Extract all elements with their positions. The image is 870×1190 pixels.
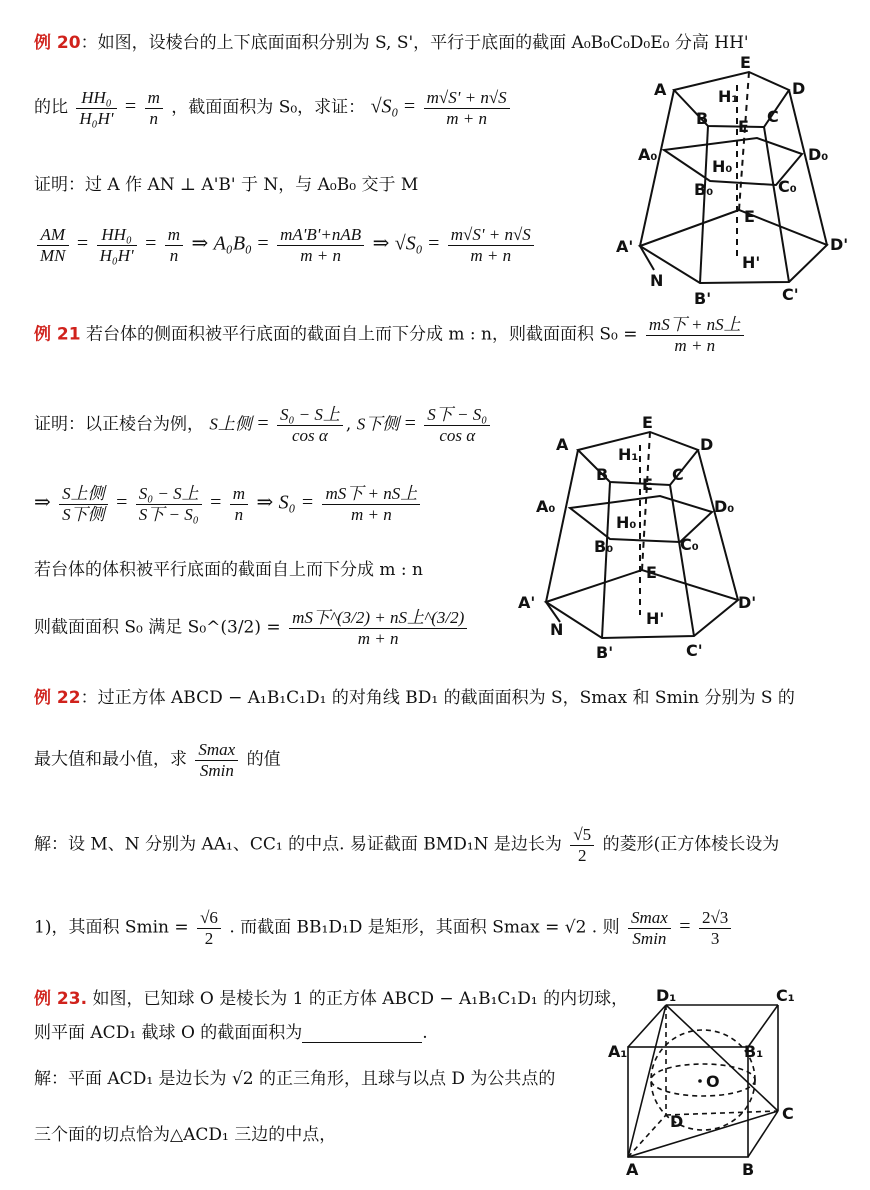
ex22-line3 <box>34 825 779 865</box>
ex22-line4 <box>34 908 734 948</box>
frac-num: m <box>165 225 183 246</box>
fig1-H0: H₀ <box>712 157 733 176</box>
frac-den: Smin <box>632 928 667 948</box>
ex20-line3: 证明：过 A 作 AN ⊥ A'B' 于 N，与 A₀B₀ 交于 M <box>34 175 419 195</box>
frac-num: S₀ − S上 <box>277 405 343 426</box>
fig1-E2: E <box>744 207 755 226</box>
ex23-line1 <box>34 984 628 1009</box>
ex21-g <box>136 484 202 524</box>
ex21-result <box>322 484 420 524</box>
s-down-side: S下侧 <box>356 414 400 434</box>
fig3-B1: B₁ <box>744 1042 764 1061</box>
fig2-B0: B₀ <box>594 537 614 556</box>
fig3-O: O <box>706 1072 720 1091</box>
ex23-line2 <box>34 1018 428 1043</box>
ex23-label: 例 23. <box>34 989 88 1009</box>
fig2-Ap: A' <box>518 593 536 612</box>
frac-num: mA'B'+nAB <box>277 225 364 246</box>
fig3-C: C <box>782 1104 794 1123</box>
fig2-C0: C₀ <box>680 535 699 554</box>
ex23-text1: 如图，已知球 O 是棱长为 1 的正方体 ABCD − A₁B₁C₁D₁ 的内切球， <box>87 989 629 1009</box>
frac-den: cos α <box>439 425 476 445</box>
fig1-H1: H₁ <box>718 87 739 106</box>
implies: ⇒ <box>256 491 274 514</box>
frac-den: MN <box>40 245 66 265</box>
ex20-ratio-frac <box>76 88 116 128</box>
fig2-H0: H₀ <box>616 513 637 532</box>
ex20-mn-frac <box>145 88 163 128</box>
answer-blank[interactable] <box>302 1026 422 1043</box>
result-frac-2 <box>448 225 534 265</box>
frac-num: HH₀ <box>97 225 137 246</box>
smax-smin-frac <box>195 740 238 780</box>
frac-den: Smin <box>199 760 234 780</box>
frac-num: mS下 + nS上 <box>322 484 420 505</box>
ex21-frac <box>646 315 744 355</box>
fig2-A0: A₀ <box>536 497 556 516</box>
ex21-text5: 则截面面积 S₀ 满足 S₀^(3/2) = <box>34 617 281 638</box>
frac-den: cos α <box>292 425 328 445</box>
fig2-H1: H₁ <box>618 445 639 464</box>
equals: = <box>257 232 269 255</box>
comma: , <box>345 414 352 435</box>
frac-num: AM <box>37 225 69 246</box>
frac-num: Smax <box>195 740 238 761</box>
ex22-text1: ：过正方体 ABCD − A₁B₁C₁D₁ 的对角线 BD₁ 的截面面积为 S，Smax 和 Smin 分别为 S 的 <box>80 688 795 708</box>
mn-frac-2 <box>165 225 183 265</box>
frac-num: √6 <box>197 908 221 929</box>
ratio-frac-2 <box>97 225 137 265</box>
s0-equals: S₀ = <box>278 491 315 514</box>
fig3-A: A <box>626 1160 639 1179</box>
sqrt-s0: √S₀ <box>370 95 399 118</box>
ex20-line4 <box>34 225 537 265</box>
ex21-text2: 证明：以正棱台为例， <box>34 414 204 435</box>
implies: ⇒ <box>372 232 390 255</box>
fig3-D1: D₁ <box>656 986 677 1005</box>
period: . <box>422 1023 428 1043</box>
ex21-line1 <box>34 315 747 355</box>
fig2-Hp: H' <box>646 609 665 628</box>
frac-num: mS下 + nS上 <box>646 315 744 336</box>
ex22-text4a: 1)，其面积 Smin = <box>34 917 189 938</box>
fig2-N: N <box>550 620 564 639</box>
fig2-C: C <box>672 465 684 484</box>
ex21-line3 <box>34 484 423 524</box>
equals: = <box>257 412 269 435</box>
fig2-B: B <box>596 465 609 484</box>
equals: = <box>403 95 416 118</box>
cube-sphere-figure <box>606 985 806 1180</box>
a0b0-frac <box>277 225 364 265</box>
ex23-text2: 则平面 ACD₁ 截球 O 的截面面积为 <box>34 1023 303 1043</box>
ex20-text2a: 的比 <box>34 97 68 118</box>
ex22-text4b: . 而截面 BB₁D₁D 是矩形，其面积 Smax = √2 . 则 <box>229 917 620 938</box>
sqrt-s0: √S₀ <box>394 232 423 255</box>
frac-den: m + n <box>446 108 487 128</box>
frac-den: n <box>169 245 179 265</box>
ex21-line2 <box>34 405 493 445</box>
frac-den: m + n <box>350 504 392 524</box>
fig2-A: A <box>556 435 569 454</box>
implies: ⇒ <box>191 232 209 255</box>
equals: = <box>679 915 691 938</box>
fig1-Hp: H' <box>742 253 761 272</box>
frustum-figure-1 <box>612 50 862 310</box>
ex21-line5 <box>34 608 470 648</box>
fig2-D: D <box>700 435 714 454</box>
ex20-line2 <box>34 88 513 128</box>
ex22-text3b: 的菱形(正方体棱长设为 <box>602 834 780 855</box>
frac-den: m + n <box>470 245 512 265</box>
frac-den: H₀H' <box>79 108 114 128</box>
fig1-D0: D₀ <box>808 145 829 164</box>
fig1-Bp: B' <box>694 289 712 308</box>
ex20-text2b: ，截面面积为 S₀，求证： <box>171 97 366 118</box>
frac-den: m + n <box>357 628 399 648</box>
fig3-B: B <box>742 1160 755 1179</box>
equals: = <box>404 412 416 435</box>
frac-num: m√S' + n√S <box>448 225 534 246</box>
frac-num: 2√3 <box>699 908 731 929</box>
frac-num: S₀ − S上 <box>136 484 202 505</box>
equals: = <box>145 232 157 255</box>
ex22-line1 <box>34 683 795 708</box>
fig1-E1: E <box>738 117 749 136</box>
frac-den: S下 − S₀ <box>138 504 199 524</box>
ex22-line2 <box>34 740 281 780</box>
fig2-E1: E <box>642 475 653 494</box>
frac-num: S上侧 <box>59 484 108 505</box>
fig1-Ap: A' <box>616 237 634 256</box>
a0b0: A₀B₀ <box>213 232 252 255</box>
frac-den: S下侧 <box>62 504 105 524</box>
frac-num: m <box>145 88 163 109</box>
frac-num: Smax <box>628 908 671 929</box>
frac-num: mS下^(3/2) + nS上^(3/2) <box>289 608 467 629</box>
ex21-volume-frac <box>289 608 467 648</box>
ex21-f2 <box>424 405 490 445</box>
fig1-E: E <box>740 53 751 72</box>
frac-num: √5 <box>570 825 594 846</box>
sqrt6-over-2 <box>197 908 221 948</box>
frac-den: m + n <box>674 335 716 355</box>
ex22-text2b: 的值 <box>246 749 281 770</box>
fig2-E: E <box>642 413 653 432</box>
equals: = <box>116 491 128 514</box>
ex21-label: 例 21 <box>34 324 81 345</box>
ex21-mn <box>230 484 248 524</box>
fig2-Bp: B' <box>596 643 614 662</box>
ex20-label: 例 20 <box>34 33 81 53</box>
frac-den: m + n <box>300 245 341 265</box>
equals: = <box>210 491 222 514</box>
sqrt5-over-2 <box>570 825 594 865</box>
frac-num: m√S' + n√S <box>424 88 510 109</box>
fig2-D0: D₀ <box>714 497 735 516</box>
fig1-B0: B₀ <box>694 180 714 199</box>
ex23-line3: 解：平面 ACD₁ 是边长为 √2 的正三角形，且球与以点 D 为公共点的 <box>34 1069 556 1089</box>
ex21-line4: 若台体的体积被平行底面的截面自上而下分成 m : n <box>34 560 424 580</box>
frac-num: S下 − S₀ <box>424 405 490 426</box>
fig2-E2: E <box>646 563 657 582</box>
ex20-text1: ：如图，设棱台的上下底面面积分别为 S, S'，平行于底面的截面 A₀B₀C₀D₀E₀ 分高 HH' <box>80 33 749 53</box>
fig1-N: N <box>650 271 664 290</box>
fig1-A: A <box>654 80 667 99</box>
equals: = <box>428 232 440 255</box>
am-mn-frac <box>37 225 69 265</box>
frac-den: n <box>149 108 158 128</box>
smax-smin-frac-2 <box>628 908 671 948</box>
fig1-A0: A₀ <box>638 145 658 164</box>
frac-num: HH₀ <box>76 88 116 109</box>
frac-den: n <box>234 504 244 524</box>
frac-den: H₀H' <box>99 245 134 265</box>
ex22-text2a: 最大值和最小值，求 <box>34 749 187 770</box>
equals: = <box>124 95 137 118</box>
fig1-Dp: D' <box>830 235 849 254</box>
fig3-A1: A₁ <box>608 1042 628 1061</box>
s-up-side: S上侧 <box>209 414 252 434</box>
fig1-B: B <box>696 109 709 128</box>
fig1-D: D <box>792 79 806 98</box>
ex21-side-frac <box>59 484 108 524</box>
frac-den: 3 <box>710 928 720 948</box>
frac-den: 2 <box>204 928 214 948</box>
answer-frac <box>699 908 731 948</box>
ex22-text3a: 解：设 M、N 分别为 AA₁、CC₁ 的中点. 易证截面 BMD₁N 是边长为 <box>34 834 562 855</box>
fig1-C0: C₀ <box>778 177 797 196</box>
ex21-text1: 若台体的侧面积被平行底面的截面自上而下分成 m : n，则截面面积 S₀ = <box>80 324 638 345</box>
ex21-f1 <box>277 405 343 445</box>
fig1-C: C <box>767 107 779 126</box>
equals: = <box>76 232 89 255</box>
fig3-C1: C₁ <box>776 986 795 1005</box>
fig2-Cp: C' <box>686 641 703 660</box>
ex23-line4: 三个面的切点恰为△ACD₁ 三边的中点， <box>34 1125 337 1145</box>
fig3-D: D <box>670 1112 684 1131</box>
frac-den: 2 <box>578 845 587 865</box>
implies: ⇒ <box>34 491 51 514</box>
ex22-label: 例 22 <box>34 688 81 708</box>
frustum-figure-2 <box>510 410 780 665</box>
frac-num: m <box>230 484 248 505</box>
ex20-result-frac <box>424 88 510 128</box>
fig1-Cp: C' <box>782 285 799 304</box>
fig2-Dp: D' <box>738 593 757 612</box>
